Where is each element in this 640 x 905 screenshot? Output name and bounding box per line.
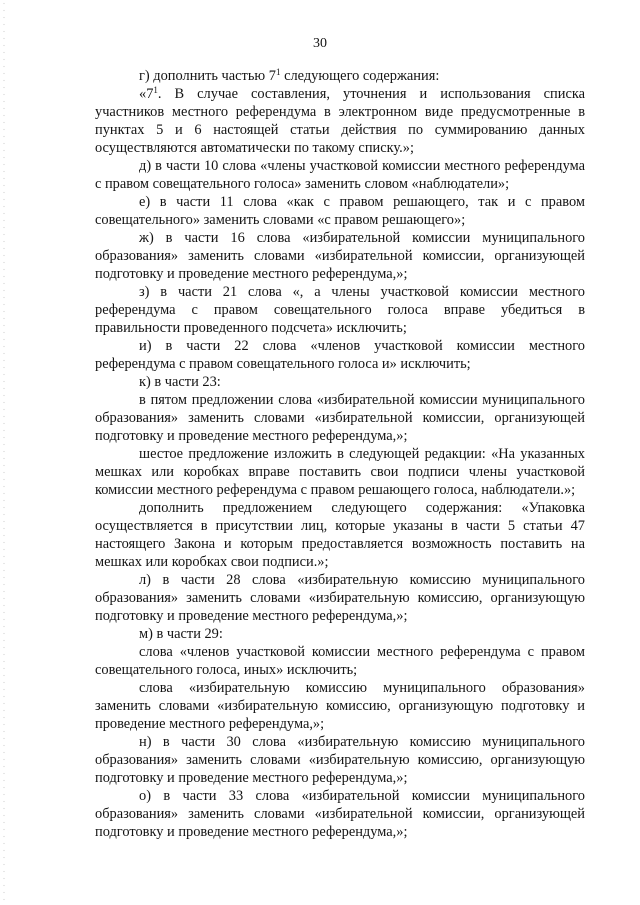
paragraph-g-quote: «$7^1$. В случае составления, уточнения и использования списка участников местного референдума в электронном виде предусмотренные в пунктах 5 и 6 настоящей статьи действия по суммированию данных осуществляются автоматически по такому списку.»; [95,85,585,156]
paragraph-m1: слова «членов участковой комиссии местного референдума с правом совещательного голоса, иных» исключить; [95,644,585,678]
paragraph-zh: ж) в части 16 слова «избирательной комиссии муниципального образования» заменить словами «избирательной комиссии, организующей подготовку и проведение местного референдума,»; [95,230,585,282]
paragraph-g: г) дополнить частью $7^1$ следующего содержания: [139,67,440,84]
paragraph-k3: дополнить предложением следующего содержания: «Упаковка осуществляется в присутствии лиц, которые указаны в части 5 статьи 47 настоящего Закона и которым предоставляется возможность поставить на мешках или коробках свои подписи.»; [95,500,585,570]
scan-edge-artifact [3,0,5,905]
paragraph-k: к) в части 23: [139,374,221,390]
paragraph-k1: в пятом предложении слова «избирательной комиссии муниципального образования» заменить словами «избирательной комиссии, организующей подготовку и проведение местного референдума,»; [95,392,585,444]
paragraph-l: л) в части 28 слова «избирательную комиссию муниципального образования» заменить словами «избирательную комиссию, организующую подготовку и проведение местного референдума,»; [95,572,585,624]
paragraph-e: е) в части 11 слова «как с правом решающего, так и с правом совещательного» заменить словами «с правом решающего»; [95,194,585,228]
paragraph-k2: шестое предложение изложить в следующей редакции: «На указанных мешках или коробках вправе поставить свои подписи члены участковой комиссии местного референдума с правом решающего голоса, наблюдатели.»; [95,446,585,498]
superscript: 1 [275,67,281,77]
paragraph-o: о) в части 33 слова «избирательной комиссии муниципального образования» заменить словами «избирательной комиссии, организующей подготовку и проведение местного референдума,»; [95,788,585,840]
paragraph-z: з) в части 21 слова «, а члены участковой комиссии местного референдума с правом совещательного голоса вправе убедиться в правильности проведенного подсчета» исключить; [95,284,585,336]
paragraph-i: и) в части 22 слова «членов участковой комиссии местного референдума с правом совещательного голоса и» исключить; [95,338,585,372]
document-body [95,67,585,841]
paragraph-m2: слова «избирательную комиссию муниципального образования» заменить словами «избирательную комиссию, организующую подготовку и проведение местного референдума,»; [95,680,585,732]
paragraph-n: н) в части 30 слова «избирательную комиссию муниципального образования» заменить словами «избирательную комиссию, организующую подготовку и проведение местного референдума,»; [95,734,585,786]
superscript: 1 [153,85,158,95]
paragraph-d: д) в части 10 слова «члены участковой комиссии местного референдума с правом совещательного голоса» заменить словом «наблюдатели»; [95,158,585,192]
paragraph-m: м) в части 29: [139,626,223,642]
page-number: 30 [313,36,327,51]
